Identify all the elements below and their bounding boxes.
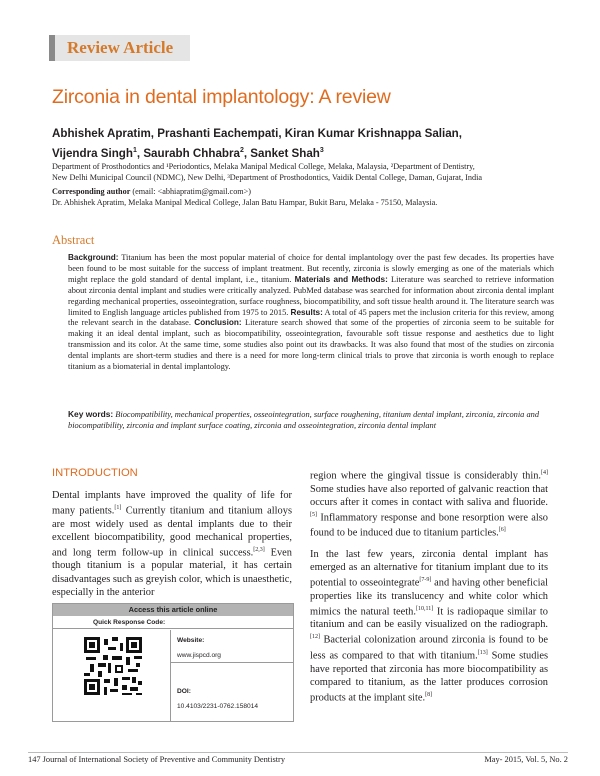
article-title: Zirconia in dental implantology: A review bbox=[52, 86, 391, 108]
abstract-body: Background: Titanium has been the most popular material of choice for dental implantology over the past few decades. Its properties have been found to be most suitable for the success of implant treatment. But recently, zirconia is slowly emerging as one of the materials which might replace the gold standard of dental implant, i.e., titanium. Materials and Methods: Literature was searched to retrieve information about zirconia dental implant and studies were critically analyzed. PubMed database was searched for information about zirconia dental implant regarding mechanical properties, osseointegration, surface roughness, biocompatibility, and soft tissue health around it. The literature search was limited to English language articles published from 1975 to 2015. Results: A total of 45 papers met the inclusion criteria for this review, among the relevant search in the database. Conclusion: Literature search showed that some of the properties of zirconia seem to be suitable for making it an ideal dental implant, such as biocompatibility, osseointegration, favourable soft tissue response and aesthetics due to light transmission and its color. At the same time, some studies also point out its drawbacks. It was also found that most of the studies on zirconia dental implants are short-term studies and there is a need for more long-term clinical trials to prove that zirconia is worth enough to replace titanium as a biomaterial in dental implantology. bbox=[68, 253, 554, 372]
box-divider-horizontal bbox=[171, 662, 293, 663]
box-divider-vertical bbox=[170, 630, 171, 721]
website-label: Website: bbox=[177, 637, 205, 644]
intro-paragraph-1: Dental implants have improved the quality of life for many patients.[1] Currently titanium and titanium alloys are most widely used as dental implants due to their excellent biocompatibility, good mechanical properties, and long term follow-up in clinical success.[2,3] Even though titanium is a popular material, it has certain disadvantages such as greyish color, which is unaesthetic, especially in the anterior bbox=[52, 490, 292, 598]
keywords: Key words: Biocompatibility, mechanical properties, osseointegration, surface roughening, titanium dental implant, zirconia, zirconia and biocompatibility, zirconia and implant surface coating, zirconia and osseointegration, zirconia dental implant bbox=[68, 409, 540, 430]
intro-paragraph-3: In the last few years, zirconia dental implant has emerged as an alternative for titanium implant due to its potential to osseointegrate[7-9] and having other beneficial properties like its translucency and white color which mimics the natural teeth.[10,11] It is radiopaque similar to titanium and can be easily visualized on the radiograph.[12] Bacterial colonization around zirconia is found to be less as compared to that with titanium.[13] Some studies have reported that zirconia has more biocompatibility as compared to titanium, as the latter produces corrosion products at the implant site.[8] bbox=[310, 548, 548, 704]
section-tag bbox=[49, 35, 190, 61]
corr-email: (email: <abhiapratim@gmail.com>) bbox=[132, 187, 252, 196]
authors bbox=[52, 125, 552, 162]
authors-line-2: Vijendra Singh$^1$, Saurabh Chhabra$^2$, Sanket Shah$^3$ bbox=[52, 146, 324, 160]
authors-line-1: Abhishek Apratim, Prashanti Eachempati, Kiran Kumar Krishnappa Salian, bbox=[52, 127, 462, 140]
doi-value[interactable]: 10.4103/2231-0762.158014 bbox=[177, 703, 259, 710]
page-footer bbox=[28, 752, 568, 764]
qr-label: Quick Response Code: bbox=[53, 617, 293, 629]
footer-journal: 147 Journal of International Society of Preventive and Community Dentistry bbox=[28, 755, 286, 764]
corresponding-author bbox=[52, 186, 557, 208]
affiliations: Department of Prosthodontics and ¹Periodontics, Melaka Manipal Medical College, Melaka, Malaysia, ²Department of Dentistry, New Delhi Municipal Council (NDMC), New Delhi, ³Department of Prosthodontics, Vaidik Dental College, Daman, Gujarat, India bbox=[52, 162, 483, 182]
section-label: Review Article bbox=[67, 38, 174, 57]
footer-issue: May- 2015, Vol. 5, No. 2 bbox=[484, 755, 568, 764]
corr-label: Corresponding author bbox=[52, 187, 131, 196]
access-online-box bbox=[52, 603, 294, 722]
intro-paragraph-2: region where the gingival tissue is considerably thin.[4] Some studies have also reported of galvanic reaction that occurs after it comes in contact with saliva and fluoride.[5] Inflammatory response and bone resorption were also found to be induced due to titanium particles.[6] bbox=[310, 470, 548, 539]
intro-left-column bbox=[52, 489, 292, 599]
doi-label: DOI: bbox=[177, 688, 191, 695]
intro-right-column bbox=[310, 467, 548, 704]
introduction-heading: INTRODUCTION bbox=[52, 467, 138, 479]
abstract-heading: Abstract bbox=[52, 233, 95, 247]
qr-code-icon[interactable] bbox=[84, 637, 142, 695]
corr-address: Dr. Abhishek Apratim, Melaka Manipal Medical College, Jalan Batu Hampar, Bukit Baru, Melaka - 75150, Malaysia. bbox=[52, 198, 438, 207]
access-heading: Access this article online bbox=[53, 604, 293, 616]
website-link[interactable]: www.jispcd.org bbox=[177, 652, 221, 659]
